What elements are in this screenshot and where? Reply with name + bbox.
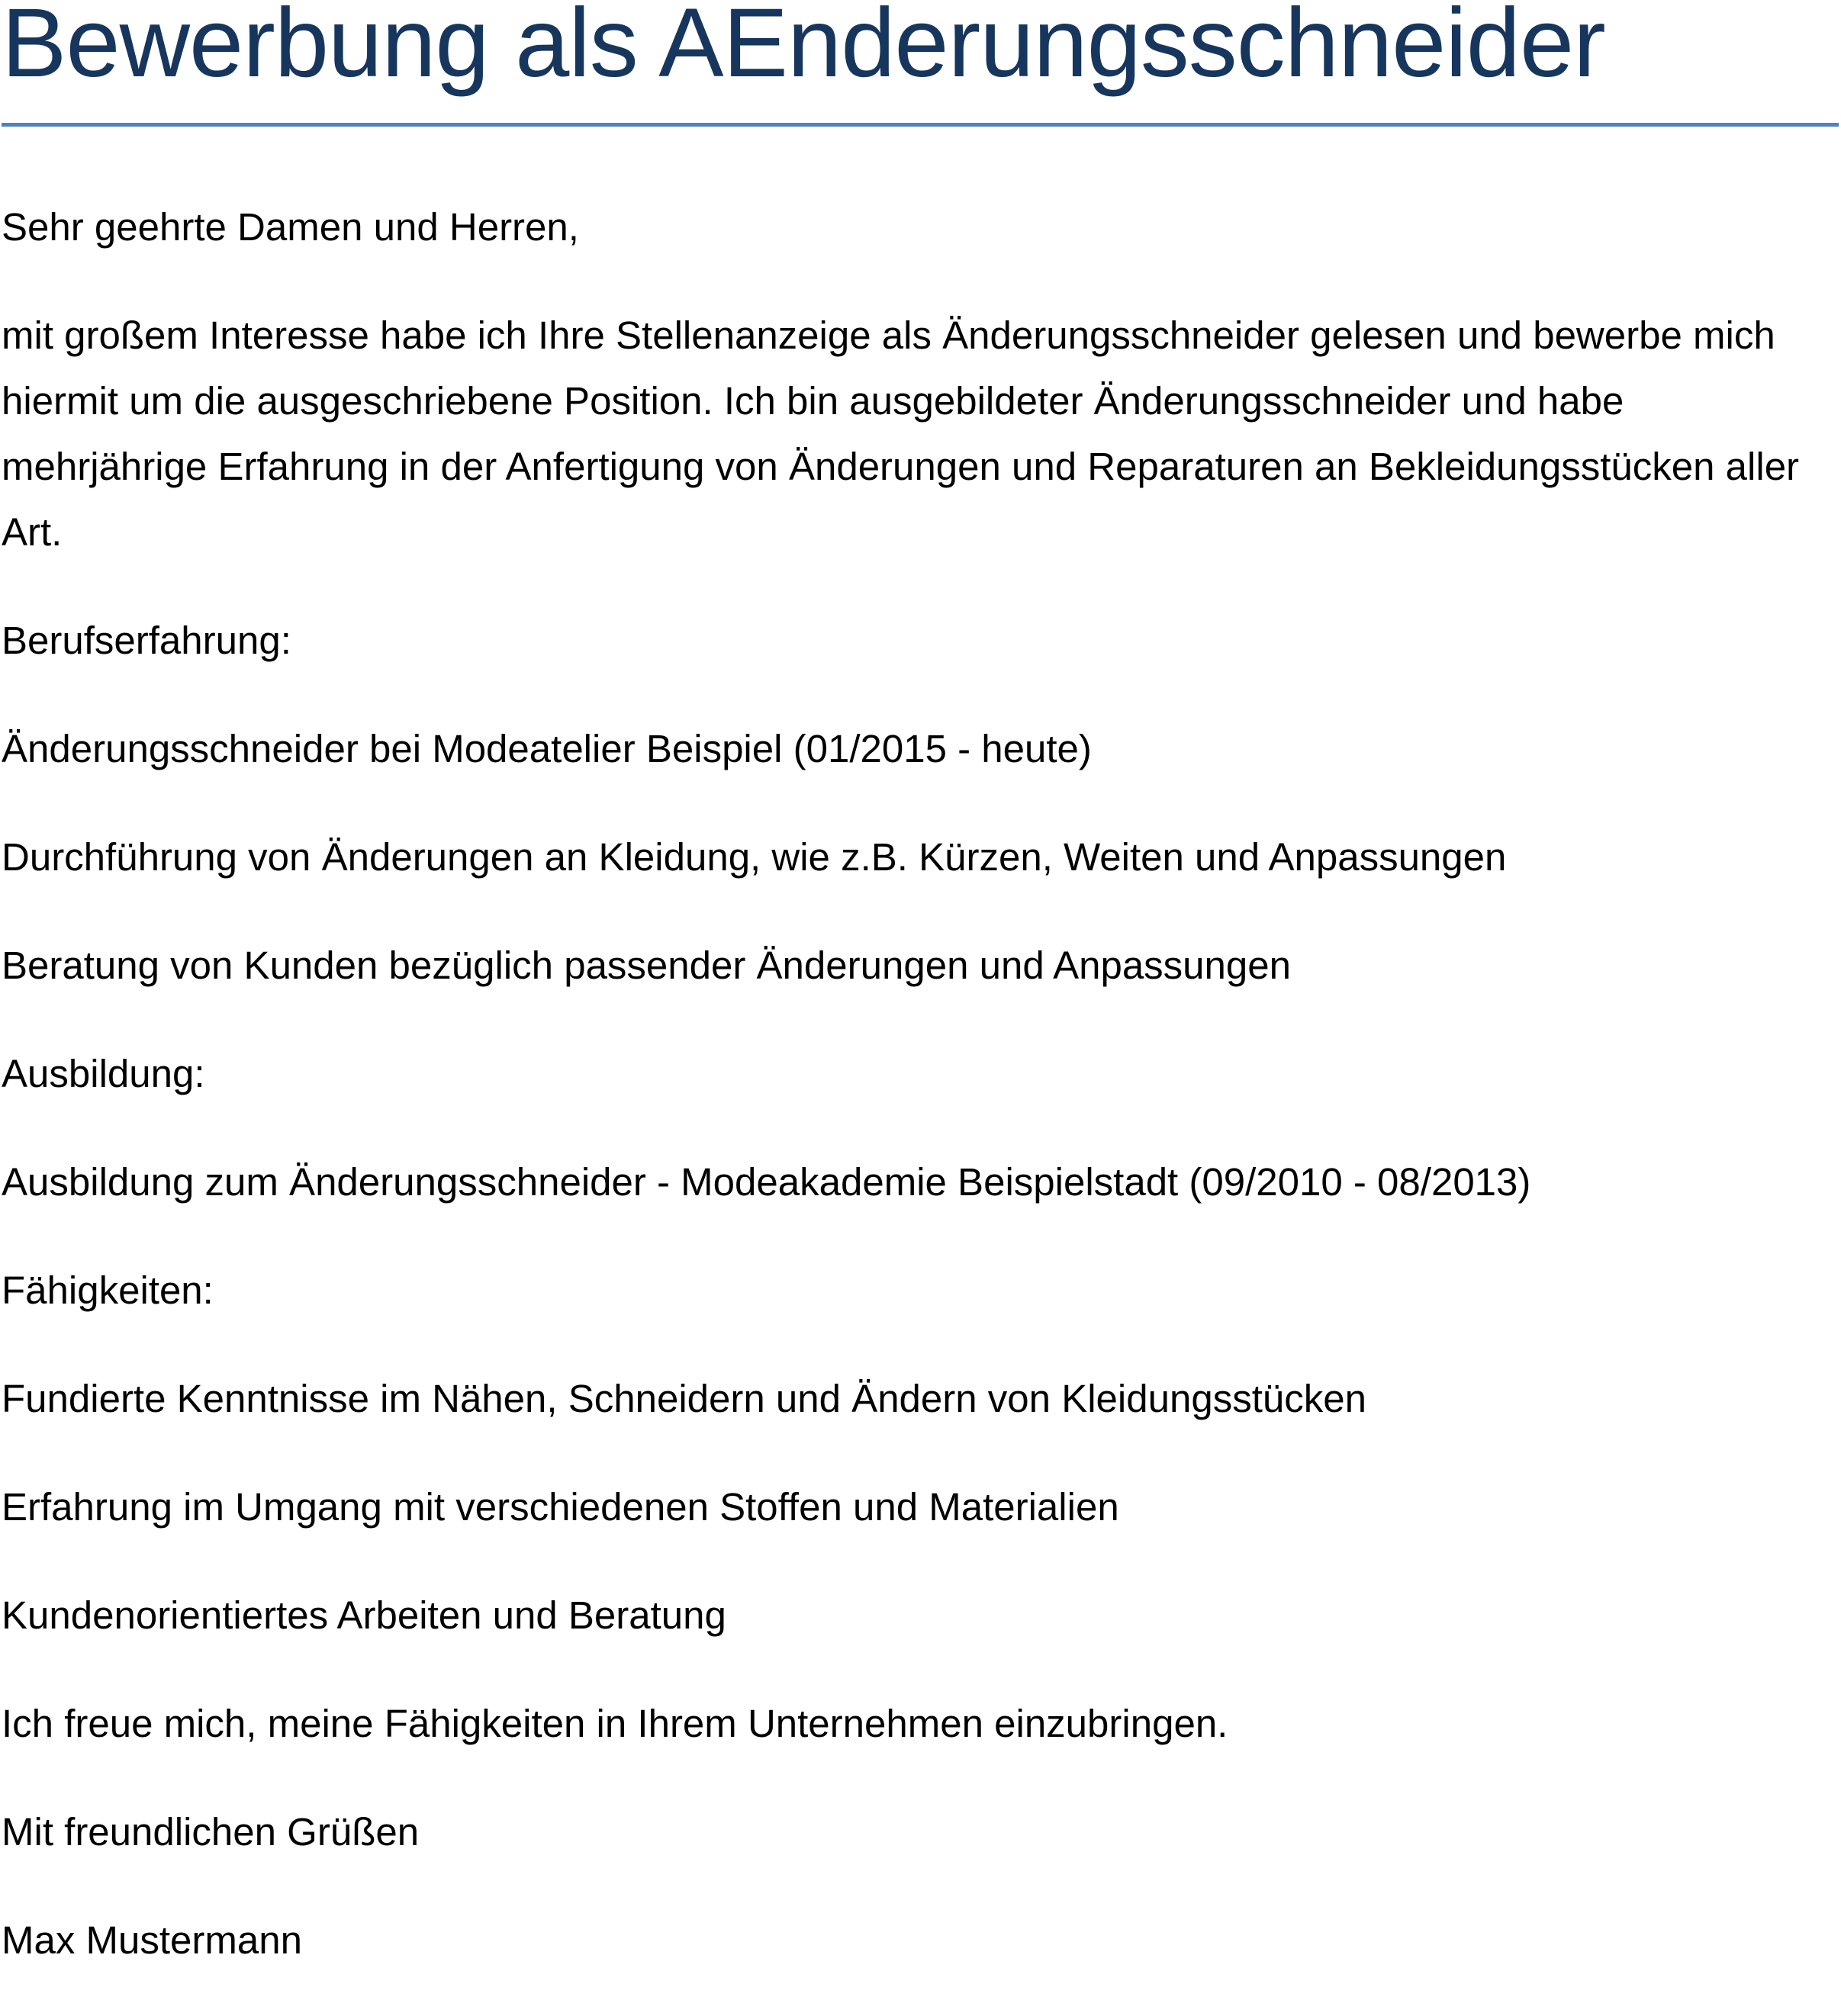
experience-item: Beratung von Kunden bezüglich passender Änderungen und Anpassungen — [2, 944, 1291, 987]
title-underline-divider — [2, 123, 1839, 127]
skill-item: Fundierte Kenntnisse im Nähen, Schneidern und Ändern von Kleidungsstücken — [2, 1377, 1366, 1420]
education-item: Ausbildung zum Änderungsschneider - Modeakademie Beispielstadt (09/2010 - 08/2013) — [2, 1160, 1531, 1204]
experience-item: Durchführung von Änderungen an Kleidung, wie z.B. Kürzen, Weiten und Anpassungen — [2, 835, 1507, 879]
skill-item: Kundenorientiertes Arbeiten und Beratung — [2, 1593, 726, 1637]
signature-name: Max Mustermann — [2, 1918, 302, 1962]
education-heading: Ausbildung: — [2, 1052, 205, 1095]
closing-sentence: Ich freue mich, meine Fähigkeiten in Ihrem Unternehmen einzubringen. — [2, 1702, 1228, 1745]
closing: Mit freundlichen Grüßen — [2, 1810, 420, 1854]
letter-body — [2, 195, 1836, 2016]
skills-heading: Fähigkeiten: — [2, 1268, 214, 1312]
skill-item: Erfahrung im Umgang mit verschiedenen Stoffen und Materialien — [2, 1485, 1119, 1529]
experience-heading: Berufserfahrung: — [2, 619, 291, 662]
salutation: Sehr geehrte Damen und Herren, — [2, 205, 579, 249]
experience-item: Änderungsschneider bei Modeatelier Beispiel (01/2015 - heute) — [2, 727, 1092, 770]
document-title: Bewerbung als AEnderungsschneider — [2, 0, 1605, 98]
intro-paragraph: mit großem Interesse habe ich Ihre Stellenanzeige als Änderungsschneider gelesen und bewerbe mich hiermit um die ausgeschriebene Position. Ich bin ausgebildeter Änderungsschneider und habe mehrjährige Erfahrung in der Anfertigung von Änderungen und Reparaturen an Bekleidungsstücken aller Art. — [2, 313, 1800, 554]
